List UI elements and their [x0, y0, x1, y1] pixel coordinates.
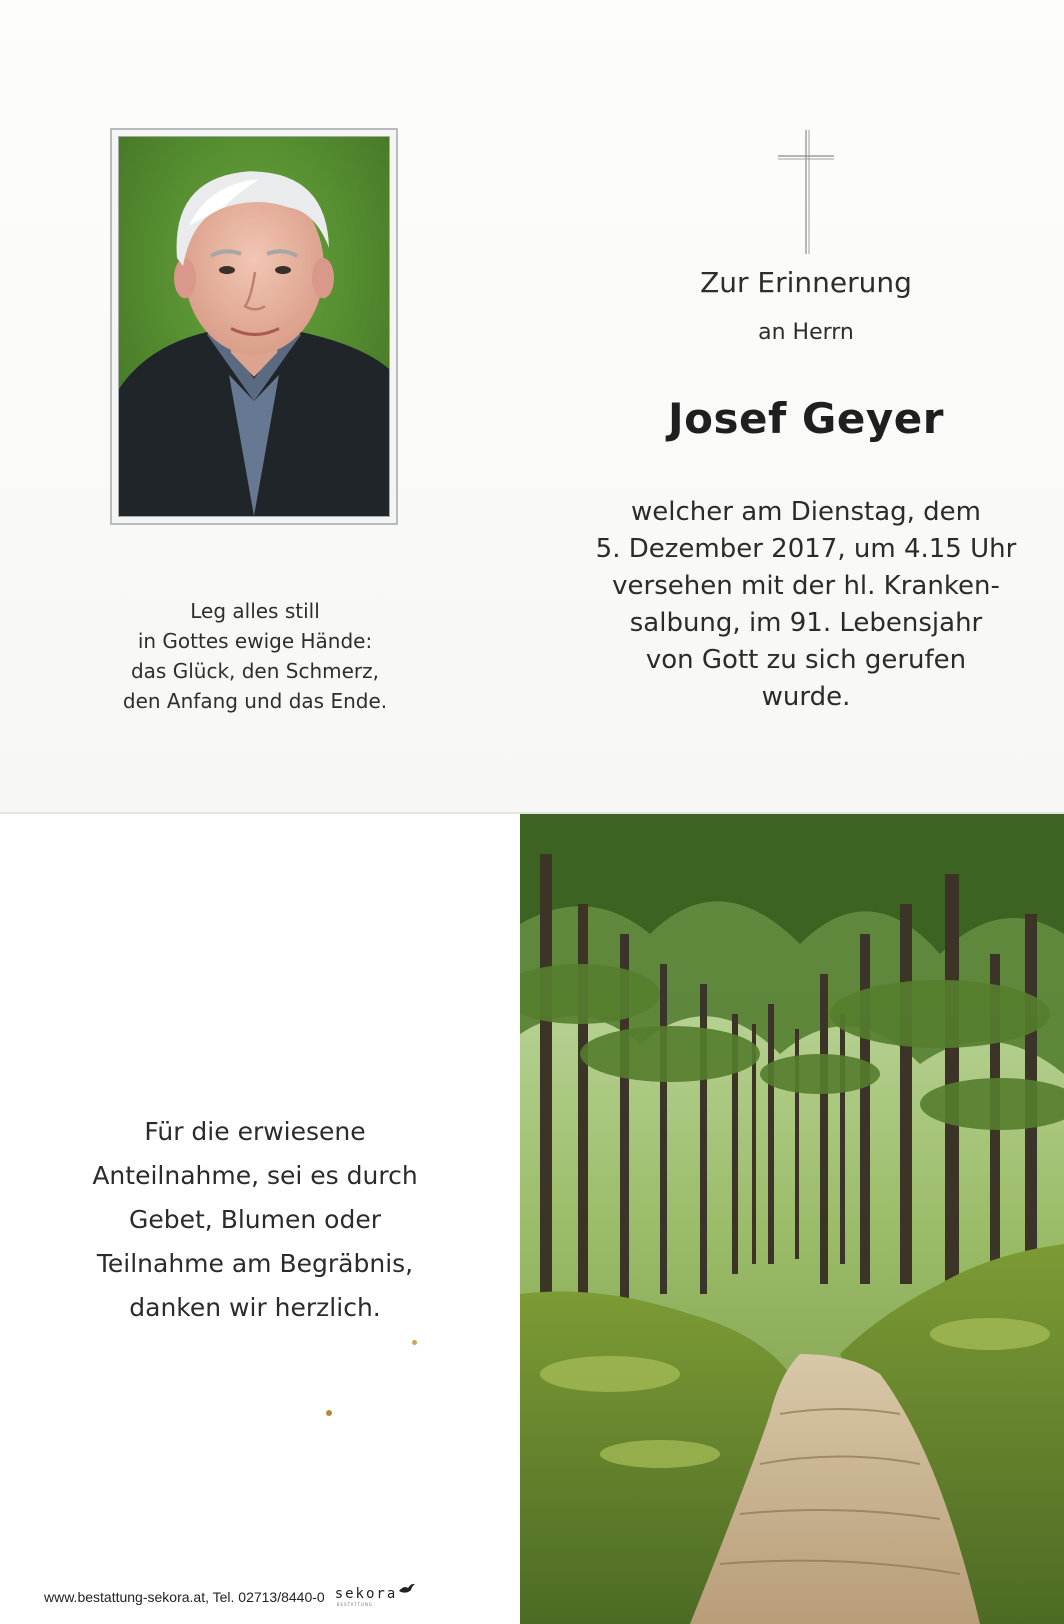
brand-subtitle: BESTATTUNG	[336, 1602, 373, 1607]
deceased-name: Josef Geyer	[668, 394, 944, 443]
thanks-line: Gebet, Blumen oder	[129, 1205, 381, 1234]
thanks-line: Für die erwiesene	[144, 1117, 366, 1146]
poem-line: das Glück, den Schmerz,	[130, 659, 380, 683]
paper-speck	[412, 1340, 417, 1345]
notice-line: salbung, im 91. Lebensjahr	[629, 608, 983, 638]
thanks-line: danken wir herzlich.	[129, 1293, 381, 1322]
notice-line: versehen mit der hl. Kranken-	[612, 571, 1000, 601]
poem-line: in Gottes ewige Hände:	[137, 629, 373, 653]
notice-line: 5. Dezember 2017, um 4.15 Uhr	[595, 534, 1017, 564]
notice-line: wurde.	[761, 682, 851, 712]
cross-icon	[776, 128, 836, 256]
poem-verse	[60, 596, 450, 716]
brand-name: sekora	[334, 1586, 398, 1602]
thanks-line: Anteilnahme, sei es durch	[92, 1161, 418, 1190]
portrait-photo	[118, 136, 390, 517]
memorial-heading: Zur Erinnerung	[700, 266, 912, 299]
portrait-frame	[110, 128, 398, 525]
paper-speck	[326, 1410, 332, 1416]
poem-line: den Anfang und das Ende.	[122, 689, 388, 713]
footer	[44, 1586, 416, 1608]
thanks-message	[60, 1110, 450, 1330]
notice-line: von Gott zu sich gerufen	[645, 645, 967, 675]
notice-line: welcher am Dienstag, dem	[631, 497, 981, 527]
bird-icon	[398, 1582, 416, 1596]
forest-path-image	[520, 814, 1064, 1624]
poem-line: Leg alles still	[190, 599, 320, 623]
memorial-subheading: an Herrn	[758, 320, 854, 345]
brand-logo	[335, 1586, 417, 1608]
portrait-illustration	[119, 137, 389, 516]
death-notice	[586, 494, 1026, 716]
footer-contact: www.bestattung-sekora.at, Tel. 02713/8440-0	[44, 1589, 325, 1605]
thanks-line: Teilnahme am Begräbnis,	[96, 1249, 414, 1278]
